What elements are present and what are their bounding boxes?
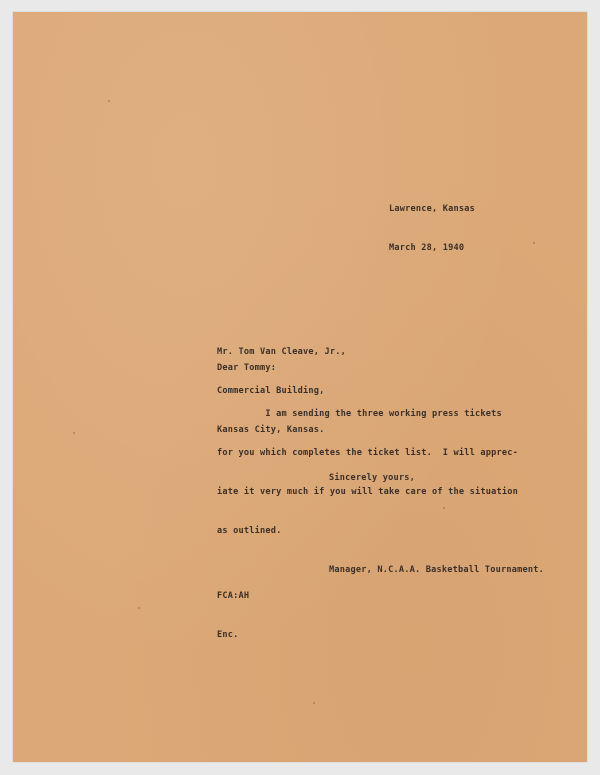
signature-title: Manager, N.C.A.A. Basketball Tournament. bbox=[329, 565, 544, 575]
paper-speck bbox=[138, 607, 140, 609]
recipient-building: Commercial Building, bbox=[217, 386, 325, 396]
date-line: March 28, 1940 bbox=[389, 243, 465, 253]
paper-speck bbox=[73, 432, 75, 434]
body-line: for you which completes the ticket list. I will apprec- bbox=[217, 448, 518, 458]
reference-block bbox=[217, 564, 249, 668]
salutation: Dear Tommy: bbox=[217, 363, 277, 373]
paper-speck bbox=[108, 100, 110, 102]
dateline bbox=[389, 177, 475, 281]
recipient-name: Mr. Tom Van Cleave, Jr., bbox=[217, 347, 346, 357]
letter-page bbox=[13, 12, 587, 762]
body-line: as outlined. bbox=[217, 526, 282, 536]
recipient-city: Kansas City, Kansas. bbox=[217, 425, 325, 435]
body-line: iate it very much if you will take care of the situation bbox=[217, 487, 518, 497]
reference-initials: FCA:AH bbox=[217, 591, 250, 601]
closing: Sincerely yours, bbox=[329, 473, 415, 483]
paper-speck bbox=[533, 242, 535, 244]
paper-speck bbox=[313, 702, 315, 704]
enclosure-note: Enc. bbox=[217, 630, 239, 640]
body-line: I am sending the three working press tickets bbox=[217, 409, 502, 419]
place-line: Lawrence, Kansas bbox=[389, 204, 475, 214]
paper-speck bbox=[443, 507, 445, 509]
